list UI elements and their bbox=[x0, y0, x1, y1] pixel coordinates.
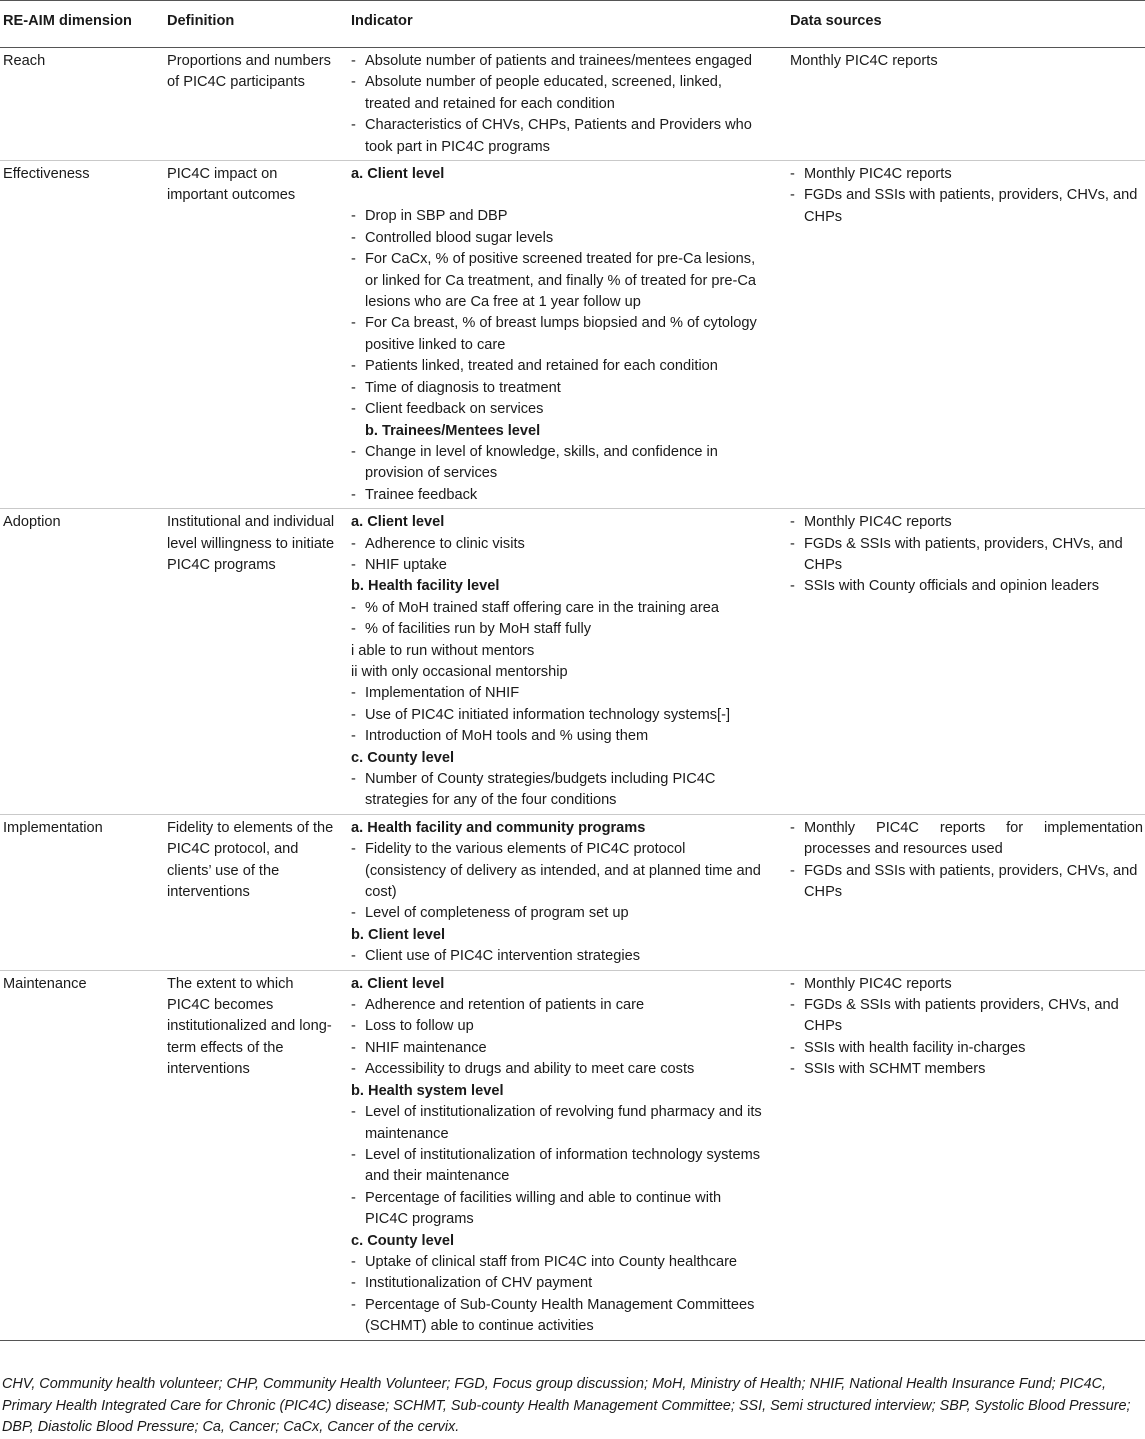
table-header bbox=[0, 1, 1145, 48]
indicator-item: - Trainee feedback bbox=[351, 485, 765, 506]
indicator-level-heading: a. Health facility and community programs bbox=[351, 819, 646, 836]
cell-indicator bbox=[348, 814, 787, 970]
data-source-item: - FGDs & SSIs with patients, providers, CHVs, and CHPs bbox=[790, 534, 1143, 577]
indicator-subitem: ii with only occasional mentorship bbox=[351, 663, 568, 680]
indicator-item: - Level of institutionalization of information technology systems and their maintenance bbox=[351, 1145, 765, 1188]
data-source-item: - FGDs and SSIs with patients, providers, CHVs, and CHPs bbox=[790, 185, 1143, 228]
cell-definition: PIC4C impact on important outcomes bbox=[164, 161, 348, 509]
indicator-item: - Uptake of clinical staff from PIC4C into County healthcare bbox=[351, 1252, 765, 1273]
cell-indicator bbox=[348, 970, 787, 1340]
table-row bbox=[0, 509, 1145, 815]
indicator-item: - Time of diagnosis to treatment bbox=[351, 378, 765, 399]
indicator-item: - Absolute number of patients and trainees/mentees engaged bbox=[351, 51, 765, 72]
indicator-list bbox=[351, 818, 765, 968]
table-row bbox=[0, 48, 1145, 161]
cell-dimension: Effectiveness bbox=[0, 161, 164, 509]
indicator-item: - NHIF maintenance bbox=[351, 1038, 765, 1059]
indicator-item: - Percentage of facilities willing and able to continue with PIC4C programs bbox=[351, 1188, 765, 1231]
indicator-item: - % of facilities run by MoH staff fully bbox=[351, 619, 765, 640]
indicator-item: - For CaCx, % of positive screened treated for pre-Ca lesions, or linked for Ca treatment, and finally % of treated for pre-Ca lesions who are Ca free at 1 year follow up bbox=[351, 249, 765, 313]
indicator-item: - Change in level of knowledge, skills, and confidence in provision of services bbox=[351, 442, 765, 485]
indicator-item: - Client feedback on services bbox=[351, 399, 765, 420]
indicator-item: - For Ca breast, % of breast lumps biopsied and % of cytology positive linked to care bbox=[351, 313, 765, 356]
table-body bbox=[0, 48, 1145, 1341]
header-indicator: Indicator bbox=[348, 1, 787, 48]
cell-definition: The extent to which PIC4C becomes institutionalized and long-term effects of the interventions bbox=[164, 970, 348, 1340]
data-source-item: - Monthly PIC4C reports for implementation processes and resources used bbox=[790, 818, 1143, 861]
header-data-sources: Data sources bbox=[787, 1, 1145, 48]
data-source-item: - Monthly PIC4C reports bbox=[790, 974, 1143, 995]
cell-definition: Fidelity to elements of the PIC4C protocol, and clients’ use of the interventions bbox=[164, 814, 348, 970]
table-row bbox=[0, 814, 1145, 970]
header-dimension: RE-AIM dimension bbox=[0, 1, 164, 48]
indicator-item: - Level of institutionalization of revolving fund pharmacy and its maintenance bbox=[351, 1102, 765, 1145]
indicator-item: - Use of PIC4C initiated information technology systems[-] bbox=[351, 705, 765, 726]
indicator-item: - Absolute number of people educated, screened, linked, treated and retained for each condition bbox=[351, 72, 765, 115]
cell-indicator bbox=[348, 161, 787, 509]
data-source-item: - Monthly PIC4C reports bbox=[790, 512, 1143, 533]
indicator-level-heading: a. Client level bbox=[351, 166, 445, 183]
indicator-subitem: i able to run without mentors bbox=[351, 642, 535, 659]
indicator-level-heading: c. County level bbox=[351, 1232, 454, 1249]
cell-dimension: Adoption bbox=[0, 509, 164, 815]
cell-dimension: Maintenance bbox=[0, 970, 164, 1340]
table-footnote: CHV, Community health volunteer; CHP, Community Health Volunteer; FGD, Focus group discussion; MoH, Ministry of Health; NHIF, National Health Insurance Fund; PIC4C, Primary Health Integrated Care for Chronic (PIC4C) disease; SCHMT, Sub-county Health Management Committee; SSI, Semi structured interview; SBP, Systolic Blood Pressure; DBP, Diastolic Blood Pressure; Ca, Cancer; CaCx, Cancer of the cervix. bbox=[2, 1376, 1131, 1435]
indicator-item: - Adherence to clinic visits bbox=[351, 534, 765, 555]
indicator-item: - Adherence and retention of patients in care bbox=[351, 995, 765, 1016]
data-source-item: - SSIs with County officials and opinion leaders bbox=[790, 576, 1143, 597]
data-source-item: - Monthly PIC4C reports bbox=[790, 164, 1143, 185]
indicator-item: - Loss to follow up bbox=[351, 1016, 765, 1037]
cell-definition: Proportions and numbers of PIC4C participants bbox=[164, 48, 348, 161]
indicator-item: - NHIF uptake bbox=[351, 555, 765, 576]
indicator-list bbox=[351, 164, 765, 506]
indicator-item: - Client use of PIC4C intervention strategies bbox=[351, 946, 765, 967]
data-source-list bbox=[790, 164, 1143, 228]
data-source-list bbox=[790, 818, 1143, 904]
data-source-text: Monthly PIC4C reports bbox=[790, 53, 938, 69]
indicator-level-heading: b. Trainees/Mentees level bbox=[365, 422, 541, 439]
header-row bbox=[0, 1, 1145, 48]
data-source-list bbox=[790, 974, 1143, 1081]
indicator-item: - Introduction of MoH tools and % using them bbox=[351, 726, 765, 747]
indicator-level-heading: b. Health facility level bbox=[351, 578, 500, 595]
data-source-item: - SSIs with SCHMT members bbox=[790, 1059, 1143, 1080]
header-definition: Definition bbox=[164, 1, 348, 48]
cell-indicator bbox=[348, 48, 787, 161]
cell-data-sources bbox=[787, 161, 1145, 509]
table-row bbox=[0, 161, 1145, 509]
data-source-item: - FGDs and SSIs with patients, providers, CHVs, and CHPs bbox=[790, 861, 1143, 904]
indicator-level-heading: b. Client level bbox=[351, 926, 446, 943]
indicator-item: - Controlled blood sugar levels bbox=[351, 228, 765, 249]
cell-data-sources bbox=[787, 509, 1145, 815]
cell-data-sources bbox=[787, 48, 1145, 161]
indicator-item: - Accessibility to drugs and ability to meet care costs bbox=[351, 1059, 765, 1080]
indicator-list bbox=[351, 974, 765, 1338]
cell-data-sources bbox=[787, 970, 1145, 1340]
indicator-item: - % of MoH trained staff offering care in the training area bbox=[351, 598, 765, 619]
indicator-level-heading: c. County level bbox=[351, 749, 454, 766]
cell-dimension: Implementation bbox=[0, 814, 164, 970]
cell-data-sources bbox=[787, 814, 1145, 970]
indicator-item: - Number of County strategies/budgets including PIC4C strategies for any of the four conditions bbox=[351, 769, 765, 812]
indicator-item: - Fidelity to the various elements of PIC4C protocol (consistency of delivery as intended, and at planned time and cost) bbox=[351, 839, 765, 903]
cell-definition: Institutional and individual level willingness to initiate PIC4C programs bbox=[164, 509, 348, 815]
data-source-item: - FGDs & SSIs with patients providers, CHVs, and CHPs bbox=[790, 995, 1143, 1038]
indicator-item: - Implementation of NHIF bbox=[351, 683, 765, 704]
indicator-list bbox=[351, 512, 765, 812]
indicator-level-heading: b. Health system level bbox=[351, 1082, 504, 1099]
indicator-item: - Institutionalization of CHV payment bbox=[351, 1273, 765, 1294]
indicator-level-heading: a. Client level bbox=[351, 975, 445, 992]
indicator-item: - Level of completeness of program set up bbox=[351, 903, 765, 924]
indicator-level-heading: a. Client level bbox=[351, 514, 445, 531]
indicator-item: - Percentage of Sub-County Health Management Committees (SCHMT) able to continue activities bbox=[351, 1295, 765, 1338]
data-source-item: - SSIs with health facility in-charges bbox=[790, 1038, 1143, 1059]
indicator-item: - Characteristics of CHVs, CHPs, Patients and Providers who took part in PIC4C programs bbox=[351, 115, 765, 158]
cell-dimension: Reach bbox=[0, 48, 164, 161]
data-source-list bbox=[790, 512, 1143, 598]
indicator-item: - Drop in SBP and DBP bbox=[351, 206, 765, 227]
table-row bbox=[0, 970, 1145, 1340]
cell-indicator bbox=[348, 509, 787, 815]
indicator-item: - Patients linked, treated and retained for each condition bbox=[351, 356, 765, 377]
indicator-list bbox=[351, 51, 765, 158]
